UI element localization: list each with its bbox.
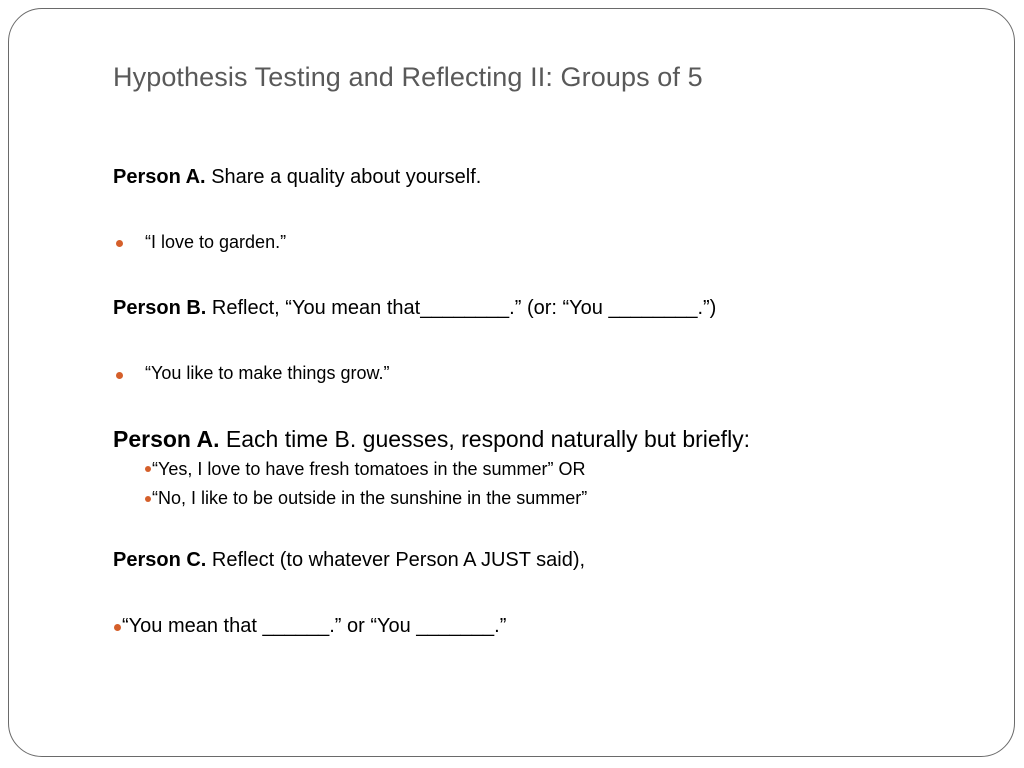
slide-title: Hypothesis Testing and Reflecting II: Groups of 5 (113, 62, 703, 92)
response-bullet-no: “No, I like to be outside in the sunshine in the summer” (152, 488, 588, 508)
instruction-text: Each time B. guesses, respond naturally but briefly: (225, 426, 751, 452)
speaker-label: Person A. (113, 426, 220, 452)
instruction-text: Reflect, “You mean that________.” (or: “You ________.”) (211, 297, 717, 319)
bullet-dot (145, 496, 151, 502)
speaker-label: Person A. (113, 166, 206, 188)
instruction-person-b-reflect (113, 297, 716, 320)
instruction-text: Reflect (to whatever Person A JUST said), (211, 549, 586, 571)
bullet-dot (145, 466, 151, 472)
bullet-dot (116, 372, 123, 379)
bullet-dot (114, 624, 121, 631)
response-bullet-yes: “Yes, I love to have fresh tomatoes in the summer” OR (152, 459, 586, 479)
speaker-label: Person B. (113, 297, 207, 319)
example-bullet-you-mean: “You mean that ______.” or “You _______.” (122, 615, 507, 637)
example-bullet-garden: “I love to garden.” (145, 232, 287, 252)
speaker-label: Person C. (113, 549, 207, 571)
instruction-text: Share a quality about yourself. (211, 166, 482, 188)
instruction-person-a-share (113, 166, 481, 189)
bullet-dot (116, 240, 123, 247)
example-bullet-grow: “You like to make things grow.” (145, 363, 390, 383)
instruction-person-a-respond (113, 426, 750, 453)
instruction-person-c-reflect (113, 549, 585, 572)
